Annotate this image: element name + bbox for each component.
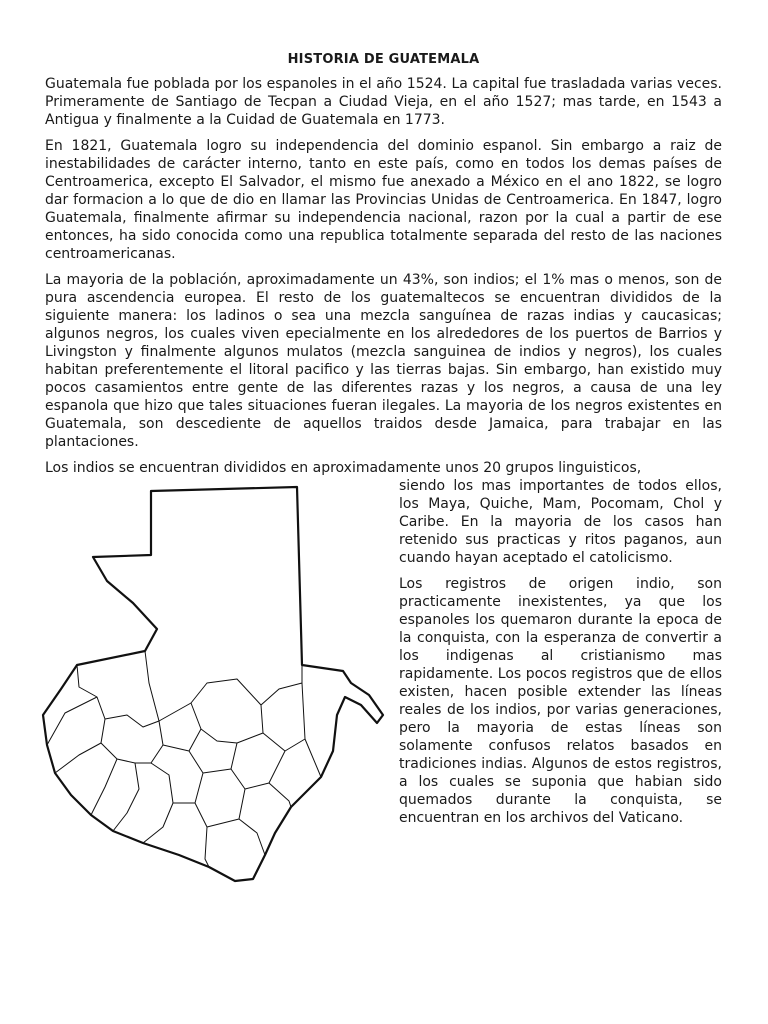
map-and-text-section [45,477,722,897]
paragraph-independence: En 1821, Guatemala logro su independencia del dominio espanol. Sin embargo a raiz de inestabilidades de carácter interno, tanto en este país, como en todos los demas países de Centroamerica, excepto El Salvador, el mismo fue anexado a México en el ano 1822, se logro dar formacion a lo que de dio en llamar las Provincias Unidas de Centroamerica. En 1847, logro Guatemala, finalmente afirmar su independencia nacional, razon por la cual a partir de ese entonces, ha sido conocida como una republica totalmente separada del resto de las naciones centroamericanas. [45,138,722,262]
country-outline [43,487,383,881]
paragraph-language-groups: siendo los mas importantes de todos ellos, los Maya, Quiche, Mam, Pocomam, Chol y Caribe. En la mayoria de los casos han retenido sus practicas y ritos paganos, aun cuando hayan aceptado el catolicismo. [399,478,722,566]
page-title: HISTORIA DE GUATEMALA [287,52,480,67]
side-text-column [399,477,722,835]
paragraph-history: Guatemala fue poblada por los espanoles in el año 1524. La capital fue trasladada varias veces. Primeramente de Santiago de Tecpan a Ciudad Vieja, en el año 1527; mas tarde, en 1543 a Antigua y finalmente a la Cuidad de Guatemala en 1773. [45,76,722,128]
department-borders [47,651,321,867]
document-page [45,52,722,897]
paragraph-population: La mayoria de la población, aproximadamente un 43%, son indios; el 1% mas o menos, son de pura ascendencia europea. El resto de los guatemaltecos se encuentran divididos de la siguiente manera: los ladinos o sea una mezcla sanguínea de razas indias y caucasicas; algunos negros, los cuales viven epecialmente en los alrededores de los puertos de Barrios y Livingston y finalmente algunos mulatos (mezcla sanguinea de indios y negros), los cuales habitan preferentemente el litoral pacifico y las tierras bajas. Sin embargo, han existido muy pocos casamientos entre gente de las diferentes razas y los negros, a causa de una ley espanola que hizo que tales situaciones fueran ilegales. La mayoria de los negros existentes en Guatemala, son descediente de aquellos traidos desde Jamaica, para trabajar en las plantaciones. [45,272,722,450]
paragraph-languages-intro: Los indios se encuentran divididos en aproximadamente unos 20 grupos linguisticos, [45,460,642,476]
guatemala-map [39,483,385,885]
paragraph-records: Los registros de origen indio, son practicamente inexistentes, ya que los espanoles los quemaron durante la epoca de la conquista, con la esperanza de convertir a los indigenas al cristianismo mas rapidamente. Los pocos registros que de ellos existen, hacen posible extender las líneas reales de los indios, por varias generaciones, pero la mayoria de estas líneas son solamente confusos relatos basados en tradiciones indias. Algunos de estos registros, a los cuales se suponia que habian sido quemados durante la conquista, se encuentran en los archivos del Vaticano. [399,576,722,826]
guatemala-map-svg [39,483,385,885]
